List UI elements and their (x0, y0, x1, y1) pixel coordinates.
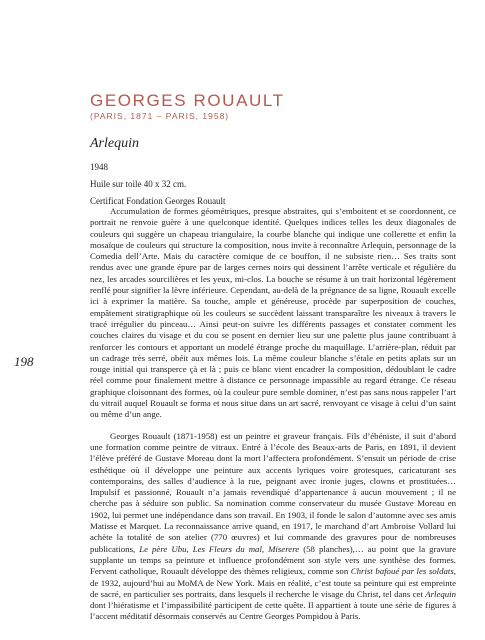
bio-christ-title: Christ bafoué par les soldats (350, 566, 454, 577)
bio-text-d: dont l’hiératisme et l’impassibilité participent de cette quête. Il appartient à toute une série de figures à l’accent méditatif désormais conservés au Centre Georges Pompidou à Paris. (90, 600, 456, 622)
artwork-title: Arlequin (90, 136, 139, 151)
artist-dates: (PARIS, 1871 – PARIS, 1958) (90, 111, 230, 121)
bio-publications-titles: Le père Ubu, Les Fleurs du mal, Miserere (139, 543, 300, 554)
bio-text-b: (58 planches),… au point que la gravure supplante un temps sa peinture et influence profondément son style vers une synthèse des formes. Fervent catholique, Rouault développe des thèmes religieux, comme son (90, 543, 456, 577)
artwork-certificate: Certificat Fondation Georges Rouault (90, 196, 226, 206)
bio-arlequin-title: Arlequin (425, 588, 457, 599)
catalog-essay (90, 206, 456, 623)
bio-text-c: , de 1932, aujourd’hui au MoMA de New York. Mais en réalité, c’est toute sa peinture qui est empreinte de sacré, en particulier ses portraits, dans lesquels il recherche le visage du Christ, tel dans cet (90, 566, 456, 599)
essay-paragraph-biography (90, 431, 456, 623)
catalog-entry-header (90, 91, 470, 208)
essay-paragraph-description: Accumulation de formes géométriques, presque abstraites, qui s’emboitent et se coordonnent, ce portrait ne renvoie guère à une quelconque identité. Quelques indices telles les deux diagonales de couleurs qui suggère un chapeau triangulaire, la courbe blanche qui indique une collerette et enfin la mosaïque de couleurs qui structure la composition, nous invite à reconnaître Arlequin, personnage de la Comedia dell’Arte. Mais du caractère comique de ce bouffon, il ne subsiste rien… Ses traits sont rendus avec une grande épure par de larges cernes noirs qui dessinent l’arrête verticale et régulière du nez, les arcades sourcilières et les yeux, mi-clos. La bouche se résume à un trait horizontal légèrement renflé pour signifier la lèvre inférieure. Cependant, au-delà de la prégnance de sa ligne, Rouault excelle ici à exprimer la matière. Sa touche, ample et généreuse, procède par superposition de couches, empâtement stratigraphique où les couleurs se succèdent laissant transparaître les niveaux à travers le tracé irrégulier du pinceau… Ainsi peut-on suivre les différents passages et constater comment les couches claires du visage et du cou se posent en dernier lieu sur une palette plus jaune contribuant à renforcer les contours et apportant un modelé étrange proche du maquillage. L’arrière-plan, réduit par un cadrage très serré, obéit aux mêmes lois. La même couleur blanche s’étale en petits aplats sur un rouge initial qui transperce çà et là ; puis ce blanc vient encadrer la composition, dédoublant le cadre réel comme pour finalement mettre à distance ce personnage impassible au regard étrange. Ce réseau graphique cloisonnant des formes, où la couleur pure semble dominer, n’est pas sans nous rappeler l’art du vitrail auquel Rouault se forma et nous situe dans un art sacré, renvoyant ce visage à celui d’un saint ou même d’un ange. (90, 206, 456, 420)
bio-text-a: Georges Rouault (1871-1958) est un peintre et graveur français. Fils d’ébéniste, il suit d’abord une formation comme peintre de vitraux. Entré à l’école des Beaux-arts de Paris, en 1891, il devient l’élève préféré de Gustave Moreau dont la mort l’affectera profondément. S’ensuit un période de crise esthétique où il développe une peinture aux accents lyriques voire grotesques, caricaturant ses contemporains, des salles d’audience à la rue, peignant avec ironie juges, clowns et prostituées… Impulsif et passionné, Rouault n’a jamais revendiqué d’appartenance à aucun mouvement ; il ne cherche pas à séduire son public. Sa nomination comme conservateur du musée Gustave Moreau en 1902, lui permet une indépendance dans son travail. En 1903, il fonde le salon d’automne avec ses amis Matisse et Marquet. La reconnaissance arrive quand, en 1917, le marchand d’art Ambroise Vollard lui achète la totalité de son atelier (770 œuvres) et lui commande des gravures pour de nombreuses publications, (90, 430, 456, 554)
artist-name: GEORGES ROUAULT (90, 91, 285, 110)
artwork-year: 1948 (90, 162, 108, 172)
artwork-medium: Huile sur toile 40 x 32 cm. (90, 179, 187, 189)
lot-number: 198 (14, 354, 34, 369)
